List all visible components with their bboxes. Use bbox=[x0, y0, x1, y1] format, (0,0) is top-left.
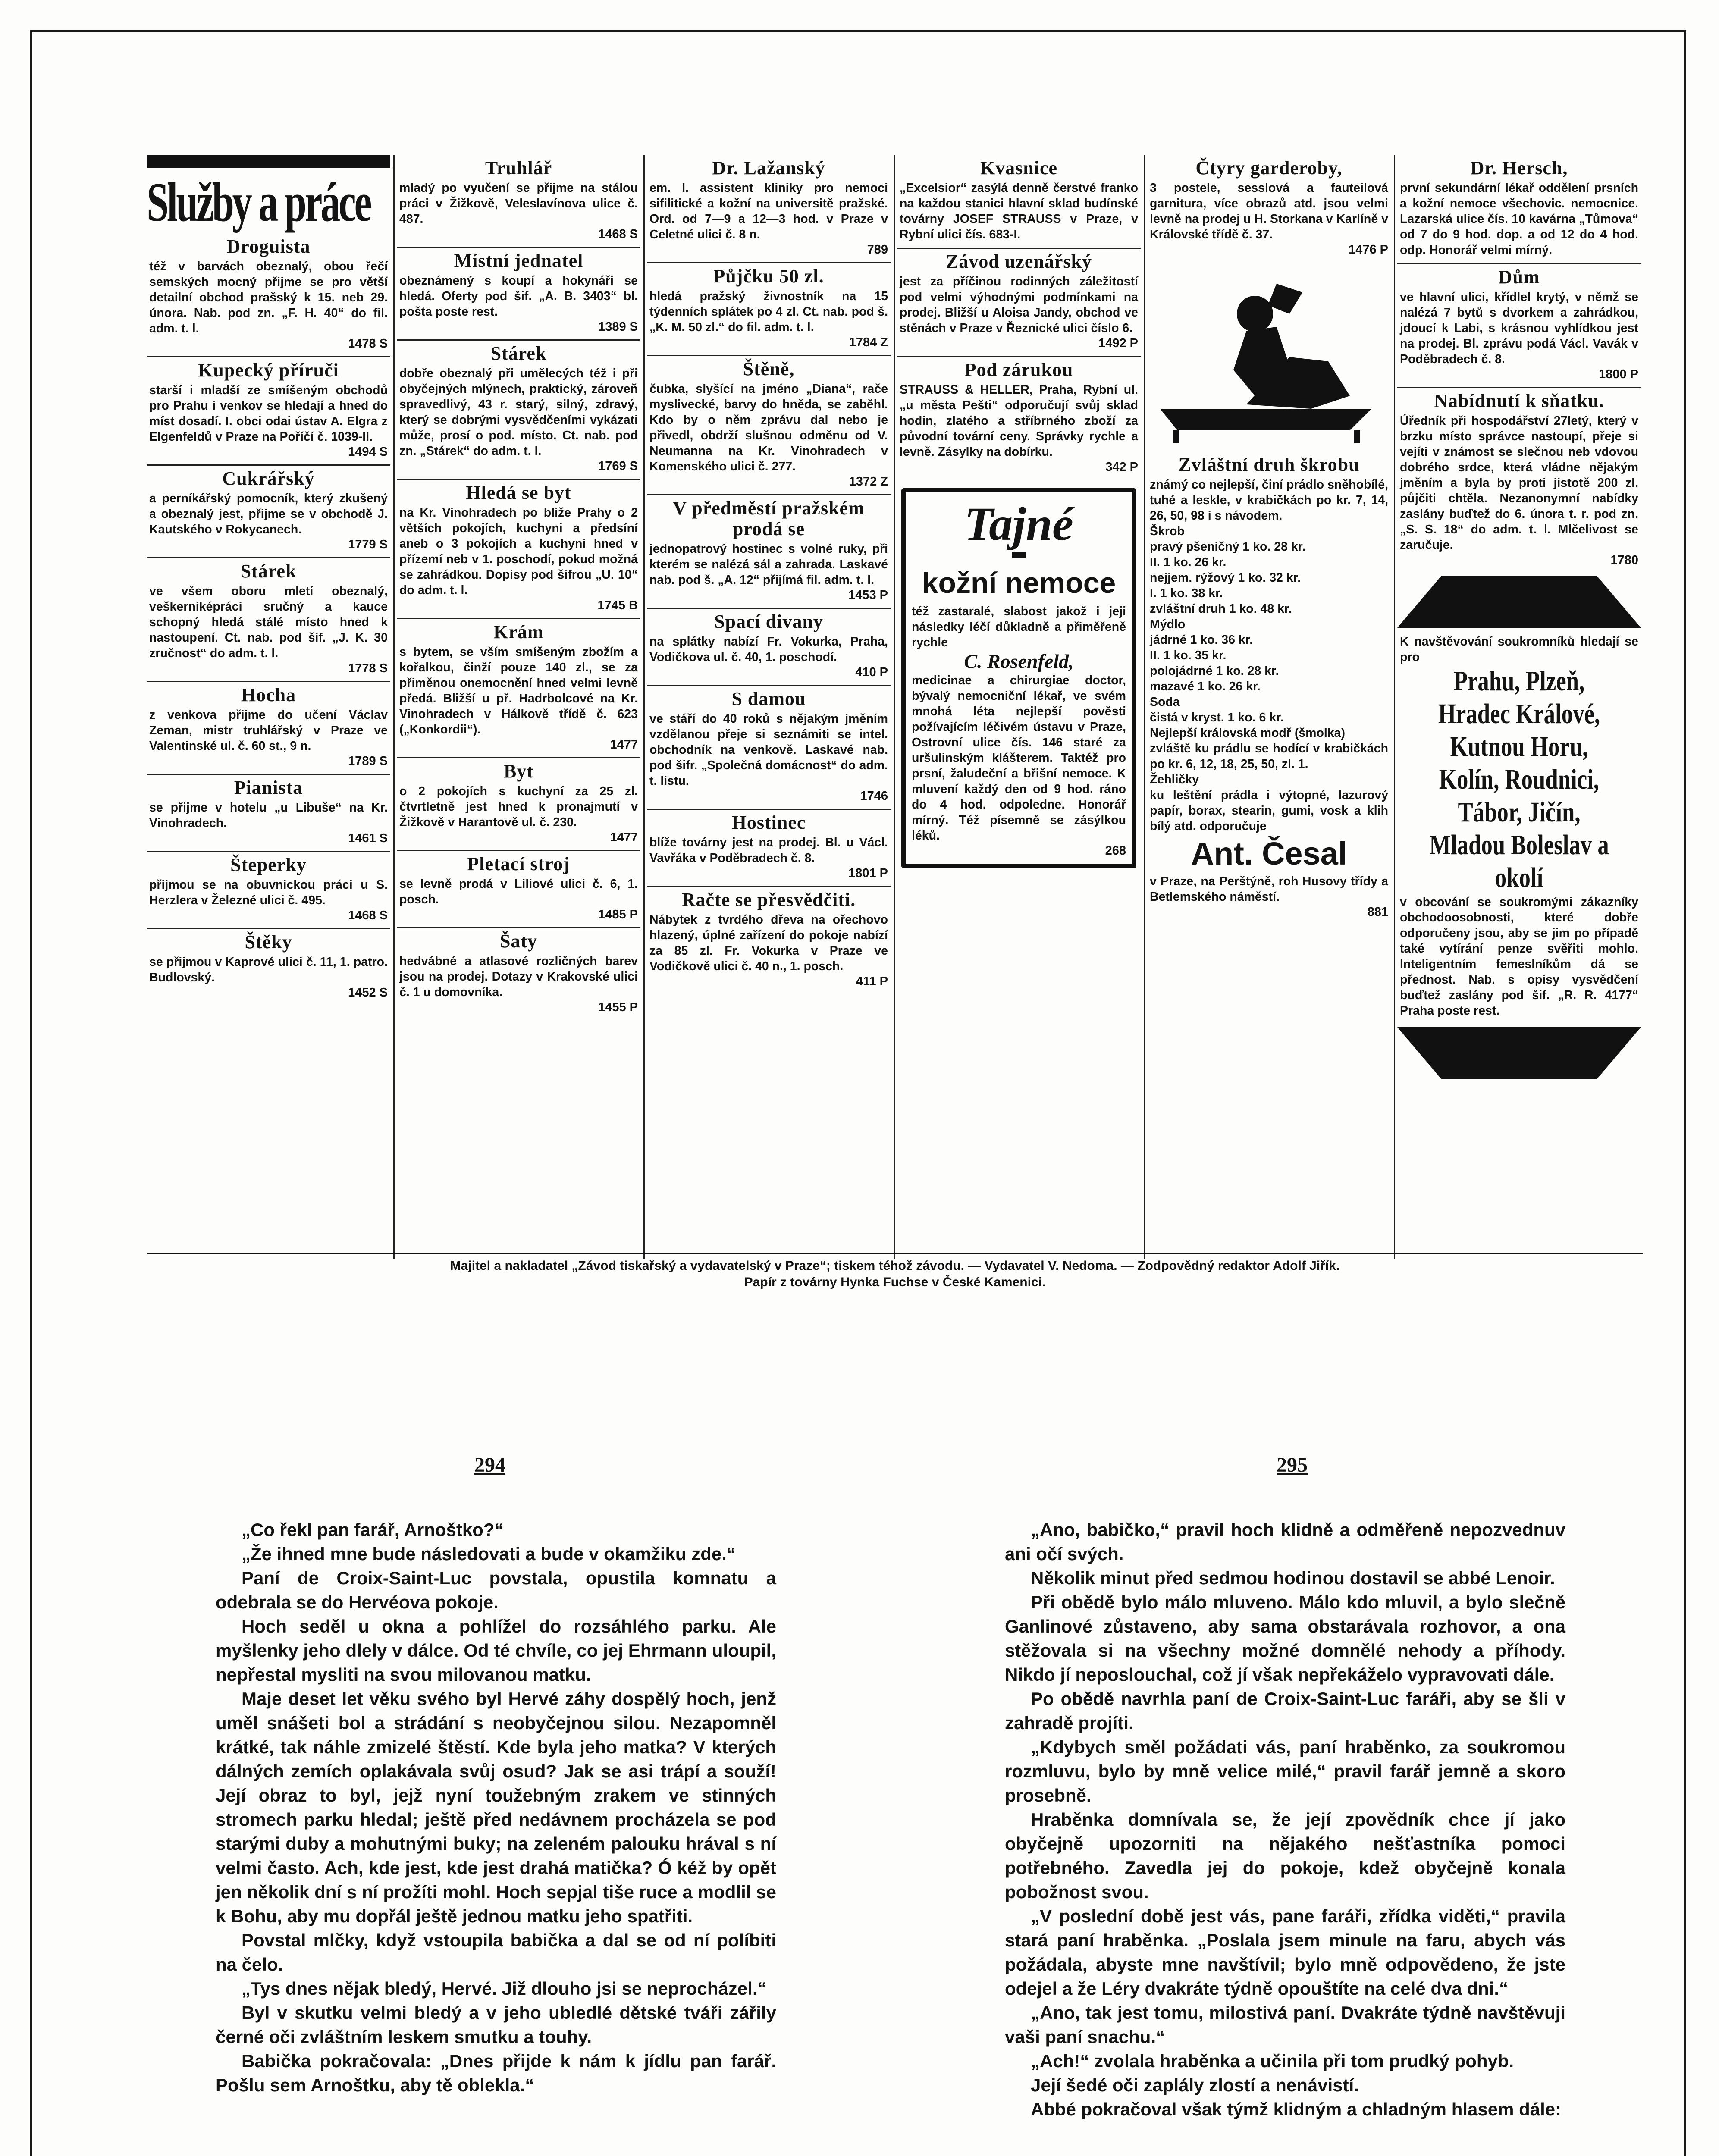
cesal-line: zvláště ku prádlu se hodící v krabičkách po kr. 6, 12, 18, 25, 50, zl. 1. bbox=[1150, 742, 1388, 771]
ad-text: o 2 pokojích s kuchyní za 25 zl. čtvrtletně jest hned k pronajmutí v Žižkově v Harantově ul. č. 230. bbox=[399, 784, 638, 829]
ad-text: a perníkářský pomocník, který zkušený a obeznalý jest, přijme se v obchodě J. Kautského v Rokycanech. bbox=[149, 492, 388, 536]
cesal-line: Nejlepší královská modř (šmolka) bbox=[1150, 726, 1346, 740]
ad-text: se přijme v hotelu „u Libuše“ na Kr. Vinohradech. bbox=[149, 801, 388, 830]
classified-ad bbox=[397, 619, 640, 758]
tajne-title: Tajné bbox=[964, 498, 1073, 550]
tajne-nemoce-ad bbox=[901, 488, 1136, 868]
classified-ad bbox=[897, 357, 1141, 479]
classified-ad bbox=[647, 263, 891, 356]
imprint-line-1: Majitel a nakladatel „Závod tiskařský a vydavatelský v Praze“; tiskem téhož závodu. — Vydavatel V. Nedoma. — Zodpovědný redaktor Adolf Jiřík. bbox=[450, 1259, 1340, 1273]
ad-text: se levně prodá v Liliové ulici č. 6, 1. posch. bbox=[399, 877, 638, 906]
ad-title: Hledá se byt bbox=[466, 482, 571, 503]
story-paragraph: „Kdybych směl požádati vás, paní hraběnko, za soukromou rozmluvu, bylo by mně velice milé,“ pravil farář jemně a skoro prosebně. bbox=[1005, 1737, 1565, 1805]
classified-ad bbox=[147, 466, 390, 558]
ad-code: 1477 bbox=[610, 738, 638, 752]
cesal-line: II. 1 ko. 26 kr. bbox=[1150, 555, 1227, 569]
ad-title: Místní jednatel bbox=[454, 250, 583, 271]
ad-title: Šaty bbox=[499, 931, 538, 952]
classified-ad bbox=[1147, 155, 1391, 262]
ad-code: 1478 S bbox=[348, 337, 388, 351]
ad-text: též v barvách obeznalý, obou řečí semských mocný přijme se pro větší detailní obchod prašský k 15. neb 29. února. Nab. pod zn. „F. H. 40“ do fil. adm. t. l. bbox=[149, 260, 388, 335]
classified-ad bbox=[647, 155, 891, 263]
dash-ornament bbox=[1012, 552, 1026, 558]
ad-column-3 bbox=[647, 155, 891, 1259]
ad-text: dobře obeznalý při umělecých též i při obyčejných mlýnech, praktický, zároveň spravedlivý, 43 r. starý, silný, zdravý, který se dobrými vysvědčeními vykázati může, prosí o pod. místo. Ct. nab. pod zn. „Stárek“ do adm. t. l. bbox=[399, 367, 638, 458]
ad-title: Štěky bbox=[245, 931, 292, 953]
cesal-line: I. 1 ko. 38 kr. bbox=[1150, 586, 1223, 600]
ad-title: Závod uzenářský bbox=[946, 251, 1092, 272]
ad-code: 1801 P bbox=[848, 866, 888, 880]
classified-ad bbox=[397, 341, 640, 480]
ad-text: blíže továrny jest na prodej. Bl. u Václ. Vavřáka v Poděbradech č. 8. bbox=[649, 836, 888, 865]
story-paragraph: Maje deset let věku svého byl Hervé záhy dospělý hoch, jenž uměl snášeti bol a strádání s neobyčejnou silou. Nezapomněl krátké, tak náhle zmizelé štěstí. Kde byla jeho matka? V kterých dálných zemích oplakávala svůj osud? Jak se asi trápí a souží! Její obraz to byl, jejž nyní toužebným zrakem ve stinných stromech parku hledal; ještě před nedávnem procházela se pod starými duby a mohutnými buky; na zeleném palouku hrával s ní velmi často. Ach, kde jest, kde jest drahá matička? Ó kéž by opět jen několik dní s ní prožíti mohl. Hoch sepjal tiše ruce a modlil se k Bohu, aby mu dopřál ještě jednou matku jeho spatřiti. bbox=[216, 1689, 776, 1926]
ad-title: S damou bbox=[731, 688, 806, 709]
story-paragraph: „V poslední době jest vás, pane faráři, zřídka viděti,“ pravila stará paní hraběnka. „Poslala jsem minule na faru, abych vás požádala, abyste mne navštívil; bylo mně odpovědeno, že jste odejel a že Léry dvakráte týdně opouštíte na celé dva dni.“ bbox=[1005, 1906, 1565, 1999]
ad-code: 1468 S bbox=[598, 227, 638, 241]
cesal-line: Mýdlo bbox=[1150, 617, 1186, 631]
classified-ad bbox=[1397, 264, 1641, 388]
ad-code: 342 P bbox=[1105, 460, 1138, 474]
ad-code: 1745 B bbox=[597, 599, 638, 612]
classified-ad bbox=[897, 155, 1141, 249]
cesal-line: čistá v kryst. 1 ko. 6 kr. bbox=[1150, 711, 1284, 724]
ad-text: mladý po vyučení se přijme na stálou práci v Žižkově, Veleslavínova ulice č. 487. bbox=[399, 181, 638, 226]
ad-text: „Excelsior“ zasýlá denně čerstvé franko na každou stanici hlavní sklad budínské továrny JOSEF STRAUSS v Praze, v Rybní ulici čís. 683-I. bbox=[900, 181, 1138, 241]
ad-title: Půjčku 50 zl. bbox=[713, 266, 824, 287]
column-rule bbox=[1394, 155, 1395, 1259]
story-paragraph: „Co řekl pan farář, Arnoštko?“ bbox=[242, 1520, 504, 1540]
cesal-address: v Praze, na Perštýně, roh Husovy třídy a Betlemského náměstí. bbox=[1150, 874, 1388, 904]
classified-ad bbox=[647, 495, 891, 609]
classified-ad bbox=[397, 758, 640, 851]
ad-code: 1452 S bbox=[348, 986, 388, 1000]
ad-text: první sekundární lékař oddělení prsních a kožní nemoce všechovic. nemocnice. Lazarská ulice čís. 10 kavárna „Tůmova“ od 7 do 9 hod. dop. a od 12 do 4 hod. odp. Honorář velmi mírný. bbox=[1400, 181, 1638, 257]
story-paragraph: Její šedé oči zaplály zlostí a nenávistí. bbox=[1031, 2075, 1359, 2095]
cesal-heading: Zvláštní druh škrobu bbox=[1178, 454, 1360, 475]
page-number-right: 295 bbox=[1277, 1454, 1308, 1476]
story-paragraph: „Že ihned mne bude následovati a bude v okamžiku zde.“ bbox=[242, 1544, 736, 1564]
ad-text: em. I. assistent kliniky pro nemoci sifilitické a kožní na universitě pražské. Ord. od 7—9 a 12—3 hod. v Praze v Celetné ulici č. 8 n. bbox=[649, 181, 888, 241]
cesal-line: pravý pšeničný 1 ko. 28 kr. bbox=[1150, 540, 1306, 554]
ad-code: 1461 S bbox=[348, 831, 388, 845]
cesal-ad bbox=[1147, 452, 1391, 924]
story-paragraph: Hoch seděl u okna a pohlížel do rozsáhlého parku. Ale myšlenky jeho dlely v dálce. Od té chvíle, co jej Ehrmann uloupil, nepřestal mysliti na svou milovanou matku. bbox=[216, 1616, 776, 1685]
story-paragraph: Povstal mlčky, když vstoupila babička a dal se od ní políbiti na čelo. bbox=[216, 1930, 776, 1974]
ad-code: 411 P bbox=[856, 975, 888, 988]
ad-column-4 bbox=[897, 155, 1141, 1259]
cesal-line: Žehličky bbox=[1150, 773, 1199, 787]
ad-text: se přijmou v Kaprové ulici č. 11, 1. patro. Budlovský. bbox=[149, 955, 388, 984]
ad-title: Hocha bbox=[241, 684, 296, 705]
ad-title: Truhlář bbox=[485, 157, 552, 179]
classified-ad bbox=[147, 682, 390, 775]
ad-code: 1477 bbox=[610, 830, 638, 844]
classified-ad bbox=[1397, 155, 1641, 264]
cesal-line: Soda bbox=[1150, 695, 1180, 709]
story-paragraph: Abbé pokračoval však týmž klidným a chladným hlasem dále: bbox=[1031, 2099, 1562, 2119]
ad-title: Dr. Lažanský bbox=[712, 157, 825, 179]
classified-ad bbox=[897, 249, 1141, 357]
ad-code: 268 bbox=[1105, 844, 1126, 858]
cesal-line: Škrob bbox=[1150, 524, 1185, 538]
classified-ad bbox=[397, 248, 640, 341]
tajne-text: medicinae a chirurgiae doctor, bývalý nemocniční lékař, ve svém mnohá léta nejlepší pověsti požívajícím léčivém ústavu v Praze, Ostrovní ulice čís. 146 staré za uršulinským klášterem. Taktéž pro prsní, žaludeční a břišní nemoce. K mluvení každý den od 9 hod. ráno do 4 hod. odpoledne. Honorář mírný. Též písemně se zásýlkou léků. bbox=[912, 674, 1126, 843]
masthead-title: Služby a práce bbox=[147, 172, 370, 233]
story-column-right bbox=[1005, 1518, 1565, 2122]
ad-title: Droguista bbox=[226, 236, 311, 257]
cesal-line: jádrné 1 ko. 36 kr. bbox=[1150, 633, 1253, 647]
ad-text: z venkova přijme do učení Václav Zeman, mistr truhlářský v Praze ve Valentinské ul. č. 60 st., 9 n. bbox=[149, 708, 388, 753]
agency-ad bbox=[1397, 631, 1641, 1024]
story-paragraph: Paní de Croix-Saint-Luc povstala, opustila komnatu a odebrala se do Hervéova pokoje. bbox=[216, 1568, 776, 1612]
ad-text: na Kr. Vinohradech po bliže Prahy o 2 větších pokojích, kuchyni a předsíní aneb o 3 pokojích a kuchyni hned v přízemí neb v 1. poschodí, pokud možná se zahrádkou. Dopisy pod šifrou „U. 10“ do adm. t. l. bbox=[399, 506, 638, 597]
cesal-line: II. 1 ko. 35 kr. bbox=[1150, 649, 1227, 662]
ad-title: Cukrářský bbox=[222, 468, 315, 489]
iron-illustration bbox=[1147, 266, 1391, 448]
classified-ad bbox=[1397, 388, 1641, 573]
ad-code: 1784 Z bbox=[849, 335, 888, 349]
ad-code: 789 bbox=[867, 243, 888, 257]
classified-ad bbox=[397, 851, 640, 928]
ad-code: 1780 bbox=[1610, 553, 1638, 567]
ad-title: Stárek bbox=[490, 343, 547, 364]
ad-code: 1746 bbox=[860, 789, 888, 803]
story-paragraph: „Ano, tak jest tomu, milostivá paní. Dvakráte týdně navštěvuji vaši paní snachu.“ bbox=[1005, 2002, 1565, 2047]
ad-title: Štěně, bbox=[743, 358, 795, 379]
ad-code: 1492 P bbox=[1098, 336, 1138, 350]
ad-code: 1800 P bbox=[1599, 367, 1638, 381]
ad-column-1 bbox=[147, 155, 390, 1259]
ad-title: Pod zárukou bbox=[964, 359, 1073, 380]
agency-lead: K navštěvování soukromníků hledají se pro bbox=[1400, 635, 1638, 664]
story-paragraph: Několik minut před sedmou hodinou dostavil se abbé Lenoir. bbox=[1031, 1568, 1555, 1588]
classified-ad bbox=[397, 928, 640, 1020]
ad-text: hedvábné a atlasové rozličných barev jsou na prodej. Dotazy v Krakovské ulici č. 1 u domovníka. bbox=[399, 954, 638, 999]
cesal-line: zvláštní druh 1 ko. 48 kr. bbox=[1150, 602, 1292, 616]
imprint-line-2: Papír z továrny Hynka Fuchse v České Kamenici. bbox=[744, 1275, 1046, 1289]
ad-text: jednopatrový hostinec s volné ruky, při kterém se nalézá sál a zahrada. Laskavé nab. pod š. „A. 12“ přijímá fil. adm. t. l. bbox=[649, 542, 888, 587]
column-rule bbox=[1144, 155, 1145, 1259]
classified-ad bbox=[147, 775, 390, 852]
agency-text: v obcování se soukromými zákazníky obchodoosobnosti, které dobře odporučeny jsou, aby se jim po případě také vytírání penze svěřiti mohlo. Inteligentním femeslníkům dá se přednost. Nab. s opisy vysvědčení buďtež zaslány pod šif. „R. R. 4177“ Praha poste rest. bbox=[1400, 895, 1638, 1018]
story-paragraph: Byl v skutku velmi bledý a v jeho ubledlé dětské tváři zářily černé oči zvláštním leskem smutku a touhy. bbox=[216, 2002, 776, 2047]
column-rule bbox=[894, 155, 895, 1259]
classified-ad bbox=[397, 480, 640, 619]
ornament-top bbox=[1397, 576, 1641, 628]
ad-code: 1779 S bbox=[348, 538, 388, 552]
ad-text: 3 postele, sesslová a fauteilová garnitura, více obrazů atd. jsou velmi levně na prodej u H. Storkana v Karlíně v Královské třídě č. 37. bbox=[1150, 181, 1388, 241]
ad-text: s bytem, se vším smíšeným zbožím a kořalkou, činží pouze 140 zl., se za přiměnou onemocnění hned velmi levně předá. Bližší u př. Hadrbolcové na Kr. Vinohradech v Hálkově třídě č. 623 („Konkordii“). bbox=[399, 645, 638, 736]
ad-title: Pianista bbox=[234, 777, 303, 798]
ad-title: Nabídnutí k sňatku. bbox=[1434, 390, 1604, 411]
classified-ad bbox=[147, 852, 390, 929]
ad-code: 1372 Z bbox=[849, 475, 888, 489]
ad-code: 410 P bbox=[855, 665, 888, 679]
ad-title: Kvasnice bbox=[980, 157, 1058, 179]
ad-code: 1453 P bbox=[848, 588, 888, 602]
woman-ironing-icon bbox=[1147, 266, 1386, 448]
classified-ad bbox=[397, 155, 640, 248]
ad-text: ve všem oboru mletí obeznalý, veškerniképráci sručný a kauce schopný hledá stálé místo hned k nastoupení. Ct. nab. pod šif. „J. K. 30 zručnost“ do adm. t. l. bbox=[149, 584, 388, 660]
ad-text: starší i mladší ze smíšeným obchodů pro Prahu i venkov se hledají a hned do míst dosadí. I. obci odai ústav A. Elgra z Elgenfeldů v Praze na Poříčí č. 1039-II. bbox=[149, 383, 388, 444]
tajne-lead: též zastaralé, slabost jakož i jeji následky léčí důkladně a přiměřeně rychle bbox=[912, 605, 1126, 649]
ad-text: Nábytek z tvrdého dřeva na ořechovo hlazený, úplné zařízení do pokoje nabízí za 85 zl. Fr. Vokurka v Praze ve Vodičkově ulici č. 40 n., 1. posch. bbox=[649, 913, 888, 973]
story-paragraph: Hraběnka domnívala se, že její zpovědník chce jí jako obyčejně upozorniti na nějakého nešťastníka pomoci potřebného. Zavedla jej do pokoje, kdež obyčejně konala pobožnost svou. bbox=[1005, 1809, 1565, 1902]
ad-text: STRAUSS & HELLER, Praha, Rybní ul. „u města Pešti“ odporučují svůj sklad hodin, zlatého a stříbrného zboží za původní tovární ceny. Správky rychle a levně. Zásylky na dobírku. bbox=[900, 383, 1138, 459]
ad-title: V předměstí pražském prodá se bbox=[673, 498, 865, 539]
classified-ad bbox=[147, 558, 390, 682]
ad-text: přijmou se na obuvnickou práci u S. Herzlera v Železné ulici č. 495. bbox=[149, 878, 388, 907]
column-rule bbox=[393, 155, 395, 1259]
agency-cities: Prahu, Plzeň, Hradec Králové, Kutnou Horu, Kolín, Roudnici, Tábor, Jičín, Mladou Boleslav a okolí bbox=[1429, 665, 1609, 893]
ornament-bottom bbox=[1397, 1027, 1641, 1079]
cesal-name: Ant. Česal bbox=[1191, 836, 1347, 871]
ad-column-5 bbox=[1147, 155, 1391, 1259]
cesal-line: polojádrné 1 ko. 28 kr. bbox=[1150, 664, 1279, 678]
tajne-doctor-name: C. Rosenfeld, bbox=[964, 650, 1074, 672]
page-number-left: 294 bbox=[474, 1454, 505, 1476]
ad-text: ve stáří do 40 roků s nějakým jměním vzdělanou přeje si seznámiti se intel. obchodník na venkově. Laskavé nab. pod šifr. „Společná domácnost“ do adm. t. listu. bbox=[649, 712, 888, 788]
cesal-line: známý co nejlepší, činí prádlo sněhobílé, tuhé a leskle, v krabičkách po kr. 7, 14, 26, 50, 98 i s návodem. bbox=[1150, 478, 1388, 523]
story-paragraph: Babička pokračovala: „Dnes přijde k nám k jídlu pan farář. Pošlu sem Arnoštku, aby tě oblekla.“ bbox=[216, 2051, 776, 2095]
ad-title: Byt bbox=[504, 761, 533, 782]
ad-code: 1485 P bbox=[598, 908, 638, 921]
ad-text: na splátky nabízí Fr. Vokurka, Praha, Vodičkova ul. č. 40, 1. poschodí. bbox=[649, 635, 888, 664]
ad-column-6 bbox=[1397, 155, 1641, 1259]
cesal-line: ku leštění prádla i výtopné, lazurový papír, borax, stearin, gumi, vosk a klih bílý atd. odporučuje bbox=[1150, 788, 1388, 833]
ad-text: ve hlavní ulici, křídlel krytý, v němž se nalézá 7 bytů s dvorkem a zahrádkou, jdoucí k Labi, s krásnou vyhlídkou jest na prodej. Bl. zprávu podá Václ. Vavák v Poděbradech č. 8. bbox=[1400, 290, 1638, 366]
ad-text: obeznámený s koupí a hokynáři se hledá. Oferty pod šif. „A. B. 3403“ bl. pošta poste rest. bbox=[399, 274, 638, 319]
ad-title: Šteperky bbox=[230, 854, 307, 875]
story-paragraph: Při obědě bylo málo mluveno. Málo kdo mluvil, a bylo slečně Ganlinové zůstaveno, aby sama obstarávala rozhovor, a ona stěžovala si na všechny možné domnělé nehody a příhody. Nikdo jí neposlouchal, což jí však nepřekáželo vypravovati dále. bbox=[1005, 1592, 1565, 1685]
story-column-left bbox=[216, 1518, 776, 2097]
ad-text: Úředník při hospodářství 27letý, který v brzku místo správce nastoupí, přeje si vejíti v známost se slečnou neb vdovou dobrého srdce, která vládne nějakým jměním a byla by proti jistotě 200 zl. půjčiti chtěla. Nezanonymní nabídky zaslány buďtež do 6. února t. r. pod zn. „S. S. 18“ do adm. t. l. Mlčelivost se zaručuje. bbox=[1400, 414, 1638, 552]
cesal-line: mazavé 1 ko. 26 kr. bbox=[1150, 680, 1261, 693]
ad-text: jest za příčinou rodinných záležitostí pod velmi výhodnými podmínkami na prodej. Bližší u Aloisa Jandy, obchod ve stěnách v Praze v Řeznické ulici číslo 6. bbox=[900, 275, 1138, 335]
story-paragraph: Po obědě navrhla paní de Croix-Saint-Luc faráři, aby se šli v zahradě projíti. bbox=[1005, 1689, 1565, 1733]
classified-ad bbox=[147, 357, 390, 466]
tajne-subtitle: kožní nemoce bbox=[922, 567, 1116, 599]
ad-title: Hostinec bbox=[731, 812, 806, 833]
classified-ad bbox=[647, 686, 891, 810]
ad-code: 1476 P bbox=[1349, 243, 1388, 257]
ad-title: Pletací stroj bbox=[467, 853, 570, 874]
ad-title: Stárek bbox=[240, 561, 297, 582]
ad-title: Dr. Hersch, bbox=[1470, 157, 1568, 179]
ad-title: Spací divany bbox=[714, 611, 823, 632]
ad-code: 1778 S bbox=[348, 661, 388, 675]
ad-title: Krám bbox=[493, 621, 544, 642]
ad-text: hledá pražský živnostník na 15 týdenních splátek po 4 zl. Ct. nab. pod š. „K. M. 50 zl.“ do fil. adm. t. l. bbox=[649, 289, 888, 334]
ad-code: 1769 S bbox=[598, 459, 638, 473]
classified-ad bbox=[147, 234, 390, 357]
classified-ad bbox=[647, 887, 891, 994]
ad-code: 1468 S bbox=[348, 909, 388, 922]
story-paragraph: „Ano, babičko,“ pravil hoch klidně a odměřeně nepozvednuv ani očí svých. bbox=[1005, 1520, 1565, 1564]
ad-title: Čtyry garderoby, bbox=[1195, 157, 1343, 179]
cesal-line: nejjem. rýžový 1 ko. 32 kr. bbox=[1150, 571, 1301, 585]
story-paragraph: „Ach!“ zvolala hraběnka a učinila při tom prudký pohyb. bbox=[1031, 2051, 1514, 2071]
masthead-rule bbox=[147, 155, 390, 168]
classified-ads-section bbox=[147, 155, 1643, 1259]
ad-title: Kupecký příruči bbox=[198, 360, 339, 381]
story-paragraph: „Tys dnes nějak bledý, Hervé. Již dlouho jsi se neprocházel.“ bbox=[242, 1978, 767, 1999]
ad-column-2 bbox=[397, 155, 640, 1259]
ad-code: 881 bbox=[1367, 905, 1388, 919]
classified-ad bbox=[647, 356, 891, 495]
classified-ad bbox=[147, 929, 390, 1005]
ad-code: 1455 P bbox=[598, 1000, 638, 1014]
ad-code: 1389 S bbox=[598, 320, 638, 334]
imprint-footer bbox=[147, 1253, 1643, 1291]
ad-title: Dům bbox=[1498, 266, 1540, 288]
classified-ad bbox=[647, 609, 891, 686]
ad-code: 1789 S bbox=[348, 754, 388, 768]
ad-code: 1494 S bbox=[348, 445, 388, 459]
column-rule bbox=[643, 155, 645, 1259]
ad-text: čubka, slyšící na jméno „Diana“, rače myslivecké, barvy do hněda, se zaběhl. Kdo by o něm zprávu dal nebo je přivedl, obdrží slušnou odměnu od V. Neumanna na Kr. Vinohradech v Komenského ulici č. 277. bbox=[649, 382, 888, 473]
classified-ad bbox=[647, 810, 891, 887]
ad-title: Račte se přesvědčiti. bbox=[681, 889, 856, 910]
